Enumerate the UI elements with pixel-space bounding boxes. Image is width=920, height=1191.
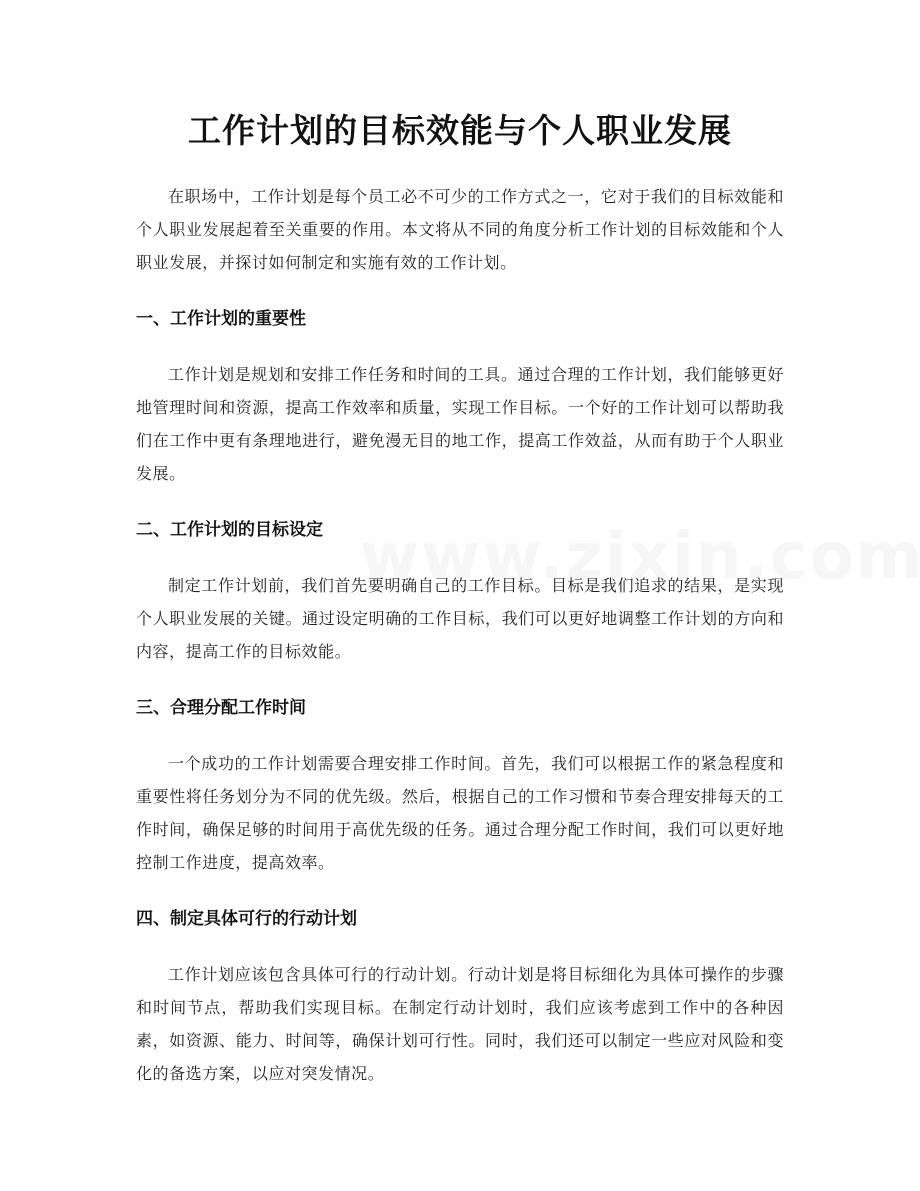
section-heading-3: 三、合理分配工作时间 — [136, 698, 306, 718]
section-body-3: 一个成功的工作计划需要合理安排工作时间。首先，我们可以根据工作的紧急程度和重要性将任务划分为不同的优先级。然后，根据自己的工作习惯和节奏合理安排每天的工作时间，确保足够的时间用于高优先级的任务。通过合理分配工作时间，我们可以更好地控制工作进度，提高效率。 — [136, 754, 784, 872]
section-body-2: 制定工作计划前，我们首先要明确自己的工作目标。目标是我们追求的结果，是实现个人职业发展的关键。通过设定明确的工作目标，我们可以更好地调整工作计划的方向和内容，提高工作的目标效能。 — [136, 576, 784, 661]
section-body-4: 工作计划应该包含具体可行的行动计划。行动计划是将目标细化为具体可操作的步骤和时间节点，帮助我们实现目标。在制定行动计划时，我们应该考虑到工作中的各种因素，如资源、能力、时间等，确保计划可行性。同时，我们还可以制定一些应对风险和变化的备选方案，以应对突发情况。 — [136, 965, 784, 1083]
section-heading-1: 一、工作计划的重要性 — [136, 309, 306, 329]
document-body — [136, 180, 784, 1090]
section-heading-2: 二、工作计划的目标设定 — [136, 520, 323, 540]
section-heading-4: 四、制定具体可行的行动计划 — [136, 909, 357, 929]
intro-paragraph: 在职场中，工作计划是每个员工必不可少的工作方式之一，它对于我们的目标效能和个人职业发展起着至关重要的作用。本文将从不同的角度分析工作计划的目标效能和个人职业发展，并探讨如何制定和实施有效的工作计划。 — [136, 187, 784, 272]
section-body-1: 工作计划是规划和安排工作任务和时间的工具。通过合理的工作计划，我们能够更好地管理时间和资源，提高工作效率和质量，实现工作目标。一个好的工作计划可以帮助我们在工作中更有条理地进行，避免漫无目的地工作，提高工作效益，从而有助于个人职业发展。 — [136, 365, 784, 483]
document-title: 工作计划的目标效能与个人职业发展 — [188, 111, 732, 150]
